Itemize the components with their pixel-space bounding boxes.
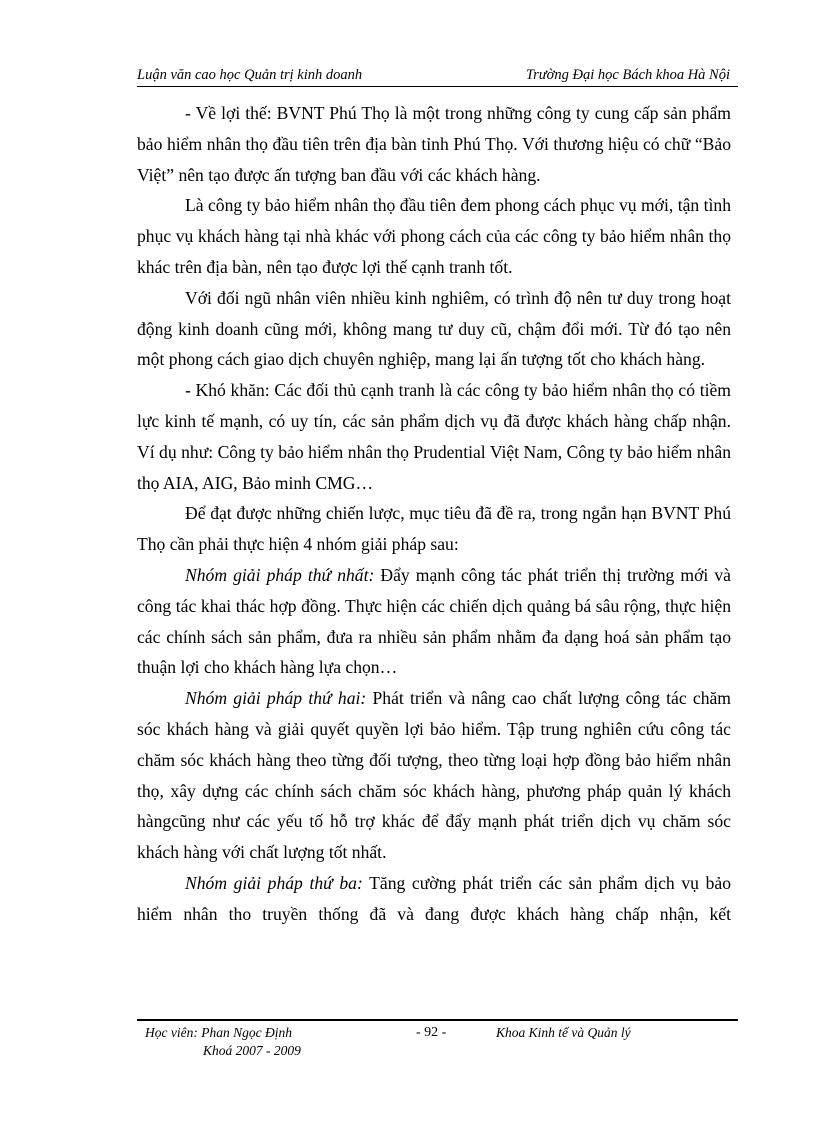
paragraph-solution-1: Nhóm giải pháp thứ nhất: Đẩy mạnh công tác phát triển thị trường mới và công tác khai thác hợp đồng. Thực hiện các chiến dịch quảng bá sâu rộng, thực hiện các chính sách sản phẩm, đưa ra nhiều sản phẩm nhằm đa dạng hoá sản phẩm tạo thuận lợi cho khách hàng lựa chọn…	[137, 564, 731, 678]
paragraph-solution-2: Nhóm giải pháp thứ hai: Phát triển và nâng cao chất lượng công tác chăm sóc khách hàng và giải quyết quyền lợi bảo hiểm. Tập trung nghiên cứu công tác chăm sóc khách hàng theo từng đối tượng, theo từng loại hợp đồng bảo hiểm nhân thọ, xây dựng các chính sách chăm sóc khách hàng, phương pháp quản lý khách hàngcũng như các yếu tố hỗ trợ khác để đẩy mạnh phát triển dịch vụ chăm sóc khách hàng với chất lượng tốt nhất.	[137, 688, 731, 863]
page-footer	[137, 1019, 738, 1063]
footer-course: Khoá 2007 - 2009	[203, 1043, 301, 1058]
document-body	[137, 98, 731, 930]
paragraph-advantage: - Về lợi thế: BVNT Phú Thọ là một trong những công ty cung cấp sản phẩm bảo hiểm nhân thọ đầu tiên trên địa bàn tỉnh Phú Thọ. Với thương hiệu có chữ “Bảo Việt” nên tạo được ấn tượng ban đầu với các khách hàng.	[137, 103, 731, 185]
page-header	[137, 64, 738, 87]
paragraph-difficulty: - Khó khăn: Các đối thủ cạnh tranh là các công ty bảo hiểm nhân thọ có tiềm lực kinh tế mạnh, có uy tín, các sản phẩm dịch vụ đã được khách hàng chấp nhận. Ví dụ như: Công ty bảo hiểm nhân thọ Prudential Việt Nam, Công ty bảo hiểm nhân thọ AIA, AIG, Bảo minh CMG…	[137, 380, 731, 493]
solution-2-heading: Nhóm giải pháp thứ hai:	[185, 688, 367, 709]
solution-1-heading: Nhóm giải pháp thứ nhất:	[185, 564, 375, 585]
footer-student: Học viên: Phan Ngọc Định	[145, 1025, 292, 1040]
paragraph-goals: Để đạt được những chiến lược, mục tiêu đã đề ra, trong ngắn hạn BVNT Phú Thọ cần phải thực hiện 4 nhóm giải pháp sau:	[137, 503, 731, 555]
page-number: - 92 -	[416, 1025, 447, 1040]
paragraph-solution-3: Nhóm giải pháp thứ ba: Tăng cường phát triển các sản phẩm dịch vụ bảo hiểm nhân tho truyền thống đã và đang được khách hàng chấp nhận, kết	[137, 872, 731, 924]
paragraph-first-company: Là công ty bảo hiểm nhân thọ đầu tiên đem phong cách phục vụ mới, tận tình phục vụ khách hàng tại nhà khác với phong cách của các công ty bảo hiểm nhân thọ khác trên địa bàn, nên tạo được lợi thế cạnh tranh tốt.	[137, 195, 731, 277]
header-university: Trường Đại học Bách khoa Hà Nội	[525, 67, 730, 83]
footer-faculty: Khoa Kinh tế và Quản lý	[496, 1025, 631, 1040]
header-thesis-title: Luận văn cao học Quản trị kinh doanh	[137, 67, 363, 83]
paragraph-staff: Với đối ngũ nhân viên nhiều kinh nghiêm, có trình độ nên tư duy trong hoạt động kinh doanh cũng mới, không mang tư duy cũ, chậm đổi mới. Từ đó tạo nên một phong cách giao dịch chuyên nghiệp, mang lại ấn tượng tốt cho khách hàng.	[137, 287, 731, 370]
solution-3-heading: Nhóm giải pháp thứ ba:	[185, 872, 363, 893]
